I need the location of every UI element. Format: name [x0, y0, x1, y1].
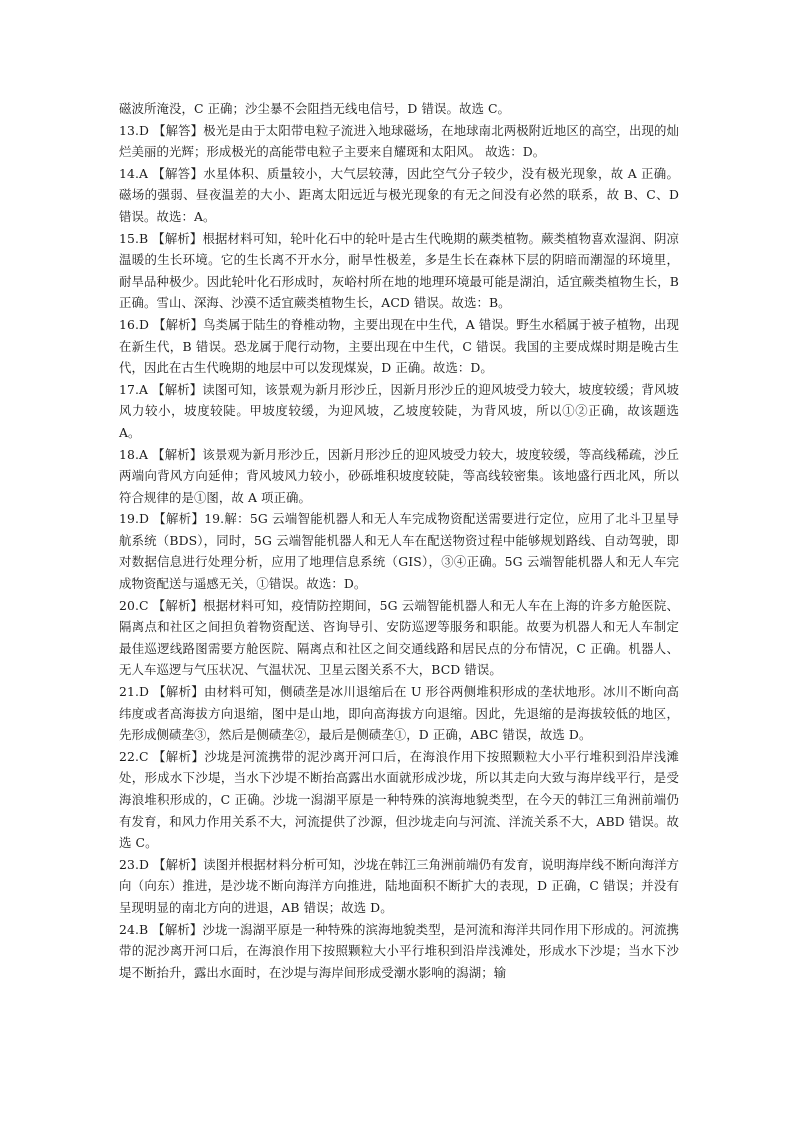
answer-21: 21.D 【解析】由材料可知，侧碛垄是冰川退缩后在 U 形谷两侧堆积形成的垄状地形。冰川不断向高纬度或者高海拔方向退缩，图中是山地，即向高海拔方向退缩。因此，先退缩的是海拔较低的地区，先形成侧碛垄③，然后是侧碛垄②，最后是侧碛垄①，D 正确，ABC 错误，故选 D。 [119, 684, 679, 743]
answer-15: 15.B 【解析】根据材料可知，轮叶化石中的轮叶是古生代晚期的蕨类植物。蕨类植物喜欢湿润、阴凉温暖的生长环境。它的生长离不开水分，耐旱性极差，多是生长在森林下层的阴暗而潮湿的环境里，耐旱品种极少。因此轮叶化石形成时，灰峪村所在地的地理环境最可能是湖泊，适宜蕨类植物生长，B 正确。雪山、深海、沙漠不适宜蕨类植物生长，ACD 错误。故选：B。 [119, 230, 679, 311]
answer-text-page [119, 98, 679, 983]
answer-14: 14.A 【解答】水星体积、质量较小，大气层较薄，因此空气分子较少，没有极光现象，故 A 正确。磁场的强弱、昼夜温差的大小、距离太阳远近与极光现象的有无之间没有必然的联系，故 B、C、D 错误。故选：A。 [119, 165, 679, 224]
answer-16: 16.D 【解析】鸟类属于陆生的脊椎动物，主要出现在中生代，A 错误。野生水稻属于被子植物，出现在新生代，B 错误。恐龙属于爬行动物，主要出现在中生代，C 错误。我国的主要成煤时期是晚古生代，因此在古生代晚期的地层中可以发现煤炭，D 正确。故选：D。 [119, 316, 679, 376]
answer-17: 17.A 【解析】读图可知，该景观为新月形沙丘，因新月形沙丘的迎风坡受力较大，坡度较缓；背风坡风力较小，坡度较陡。甲坡度较缓，为迎风坡，乙坡度较陡，为背风坡，所以①②正确，故该题选 A。 [119, 381, 679, 440]
paragraph-continuation: 磁波所淹没，C 正确；沙尘暴不会阻挡无线电信号，D 错误。故选 C。 [119, 101, 511, 116]
answer-22: 22.C 【解析】沙垅是河流携带的泥沙离开河口后，在海浪作用下按照颗粒大小平行堆积到沿岸浅滩处，形成水下沙堤，当水下沙堤不断抬高露出水面就形成沙垅，所以其走向大致与海岸线平行，是受海浪堆积形成的，C 正确。沙垅一潟湖平原是一种特殊的滨海地貌类型，在今天的韩江三角洲前端仍有发育，和风力作用关系不大，河流提供了沙源，但沙垅走向与河流、洋流关系不大，ABD 错误。故选 C。 [119, 748, 679, 851]
answer-20: 20.C 【解析】根据材料可知，疫情防控期间，5G 云端智能机器人和无人车在上海的许多方舱医院、隔离点和社区之间担负着物资配送、咨询导引、安防巡逻等服务和职能。故要为机器人和无人车制定最佳巡逻线路图需要方舱医院、隔离点和社区之间交通线路和居民点的分布情况，C 正确。机器人、无人车巡逻与气压状况、气温状况、卫星云图关系不大，BCD 错误。 [119, 597, 679, 678]
answer-24: 24.B 【解析】沙垅一潟湖平原是一种特殊的滨海地貌类型，是河流和海洋共同作用下形成的。河流携带的泥沙离开河口后，在海浪作用下按照颗粒大小平行堆积到沿岸浅滩处，形成水下沙堤；当水下沙堤不断抬升，露出水面时，在沙堤与海岸间形成受潮水影响的潟湖；输 [119, 921, 679, 980]
answer-19: 19.D 【解析】19.解：5G 云端智能机器人和无人车完成物资配送需要进行定位，应用了北斗卫星导航系统（BDS），同时，5G 云端智能机器人和无人车在配送物资过程中能够规划路线、自动驾驶，即对数据信息进行处理分析，应用了地理信息系统（GIS），③④正确。5G 云端智能机器人和无人车完成物资配送与遥感无关，①错误。故选：D。 [119, 511, 679, 592]
answer-13: 13.D 【解答】极光是由于太阳带电粒子流进入地球磁场，在地球南北两极附近地区的高空，出现的灿烂美丽的光辉；形成极光的高能带电粒子主要来自耀斑和太阳风。 故选：D。 [119, 122, 679, 160]
answer-23: 23.D 【解析】读图并根据材料分析可知，沙垅在韩江三角洲前端仍有发育，说明海岸线不断向海洋方向（向东）推进，是沙垅不断向海洋方向推进，陆地面积不断扩大的表现，D 正确，C 错误；并没有呈现明显的南北方向的进退，AB 错误；故选 D。 [119, 856, 679, 915]
answer-18: 18.A 【解析】该景观为新月形沙丘，因新月形沙丘的迎风坡受力较大，坡度较缓，等高线稀疏，沙丘两端向背风方向延伸；背风坡风力较小，砂砾堆积坡度较陡，等高线较密集。该地盛行西北风，所以符合规律的是①图，故 A 项正确。 [119, 446, 679, 505]
